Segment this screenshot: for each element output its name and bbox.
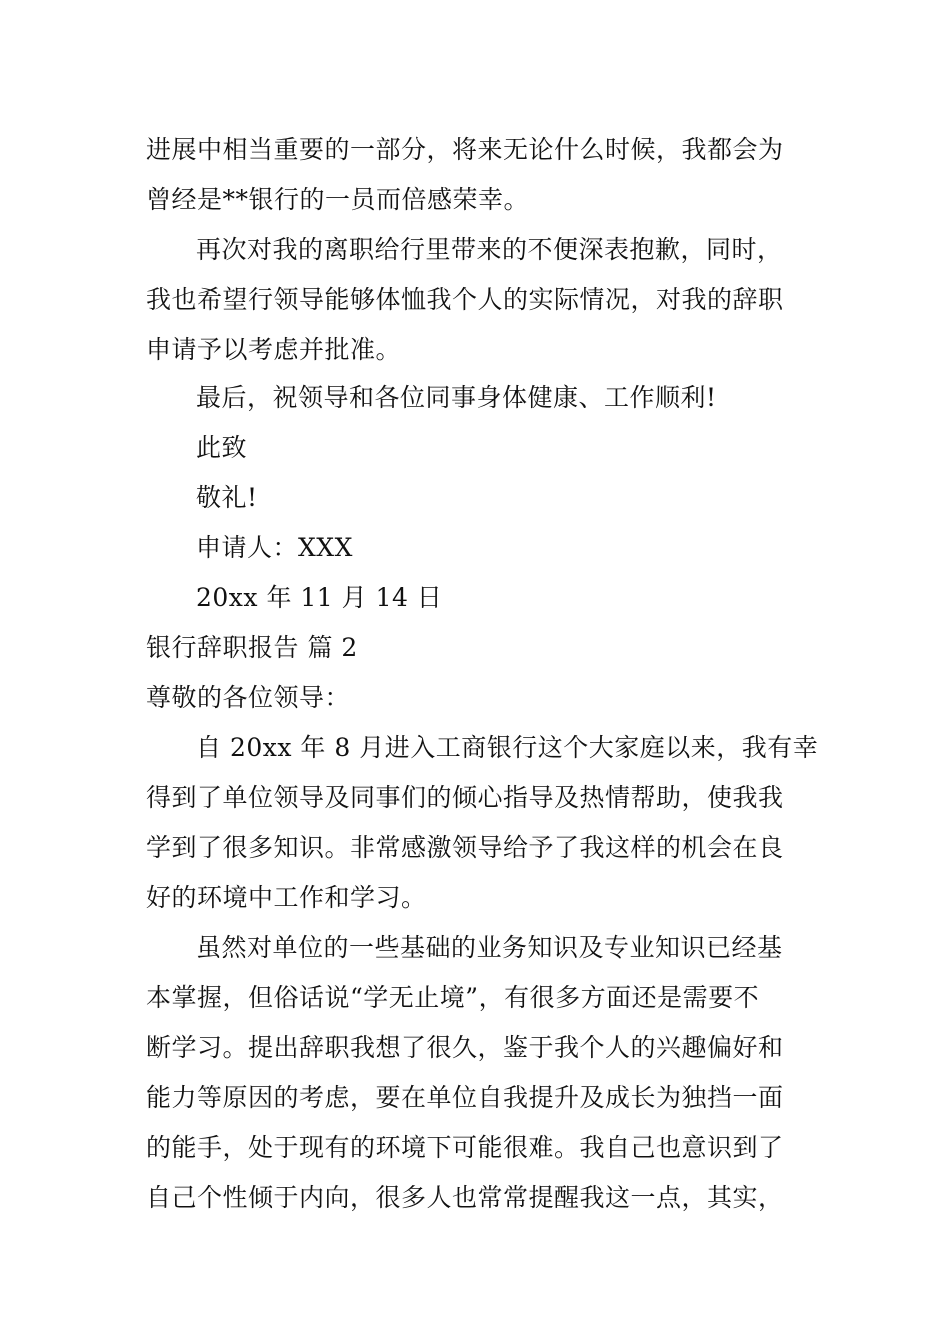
paragraph-line: 本掌握，但俗话说“学无止境”，有很多方面还是需要不 bbox=[146, 983, 760, 1012]
paragraph-line: 得到了单位领导及同事们的倾心指导及热情帮助，使我我 bbox=[146, 783, 784, 812]
paragraph-line: 虽然对单位的一些基础的业务知识及专业知识已经基 bbox=[196, 933, 783, 962]
closing-wish: 最后，祝领导和各位同事身体健康、工作顺利! bbox=[196, 383, 717, 412]
letter-date: 20xx 年 11 月 14 日 bbox=[196, 583, 443, 612]
salutation-close: 此致 bbox=[196, 433, 248, 462]
letter-greeting: 尊敬的各位领导： bbox=[146, 683, 351, 712]
paragraph-line: 我也希望行领导能够体恤我个人的实际情况，对我的辞职 bbox=[146, 285, 784, 314]
paragraph-line: 断学习。提出辞职我想了很久，鉴于我个人的兴趣偏好和 bbox=[146, 1033, 784, 1062]
paragraph-line: 的能手，处于现有的环境下可能很难。我自己也意识到了 bbox=[146, 1133, 784, 1162]
paragraph-line: 自己个性倾于内向，很多人也常常提醒我这一点，其实， bbox=[146, 1183, 784, 1212]
paragraph-line: 自 20xx 年 8 月进入工商银行这个大家庭以来，我有幸 bbox=[196, 733, 819, 762]
paragraph-line: 好的环境中工作和学习。 bbox=[146, 883, 427, 912]
paragraph-line: 再次对我的离职给行里带来的不便深表抱歉，同时， bbox=[196, 235, 783, 264]
paragraph-line: 申请予以考虑并批准。 bbox=[146, 335, 402, 364]
paragraph-line: 学到了很多知识。非常感激领导给予了我这样的机会在良 bbox=[146, 833, 784, 862]
paragraph-line: 能力等原因的考虑，要在单位自我提升及成长为独挡一面 bbox=[146, 1083, 784, 1112]
salutation-regards: 敬礼! bbox=[196, 483, 258, 512]
paragraph-line: 曾经是**银行的一员而倍感荣幸。 bbox=[146, 185, 530, 214]
section-heading: 银行辞职报告 篇 2 bbox=[146, 633, 358, 662]
paragraph-line: 进展中相当重要的一部分，将来无论什么时候，我都会为 bbox=[146, 135, 784, 164]
applicant-signature: 申请人：XXX bbox=[196, 533, 353, 562]
